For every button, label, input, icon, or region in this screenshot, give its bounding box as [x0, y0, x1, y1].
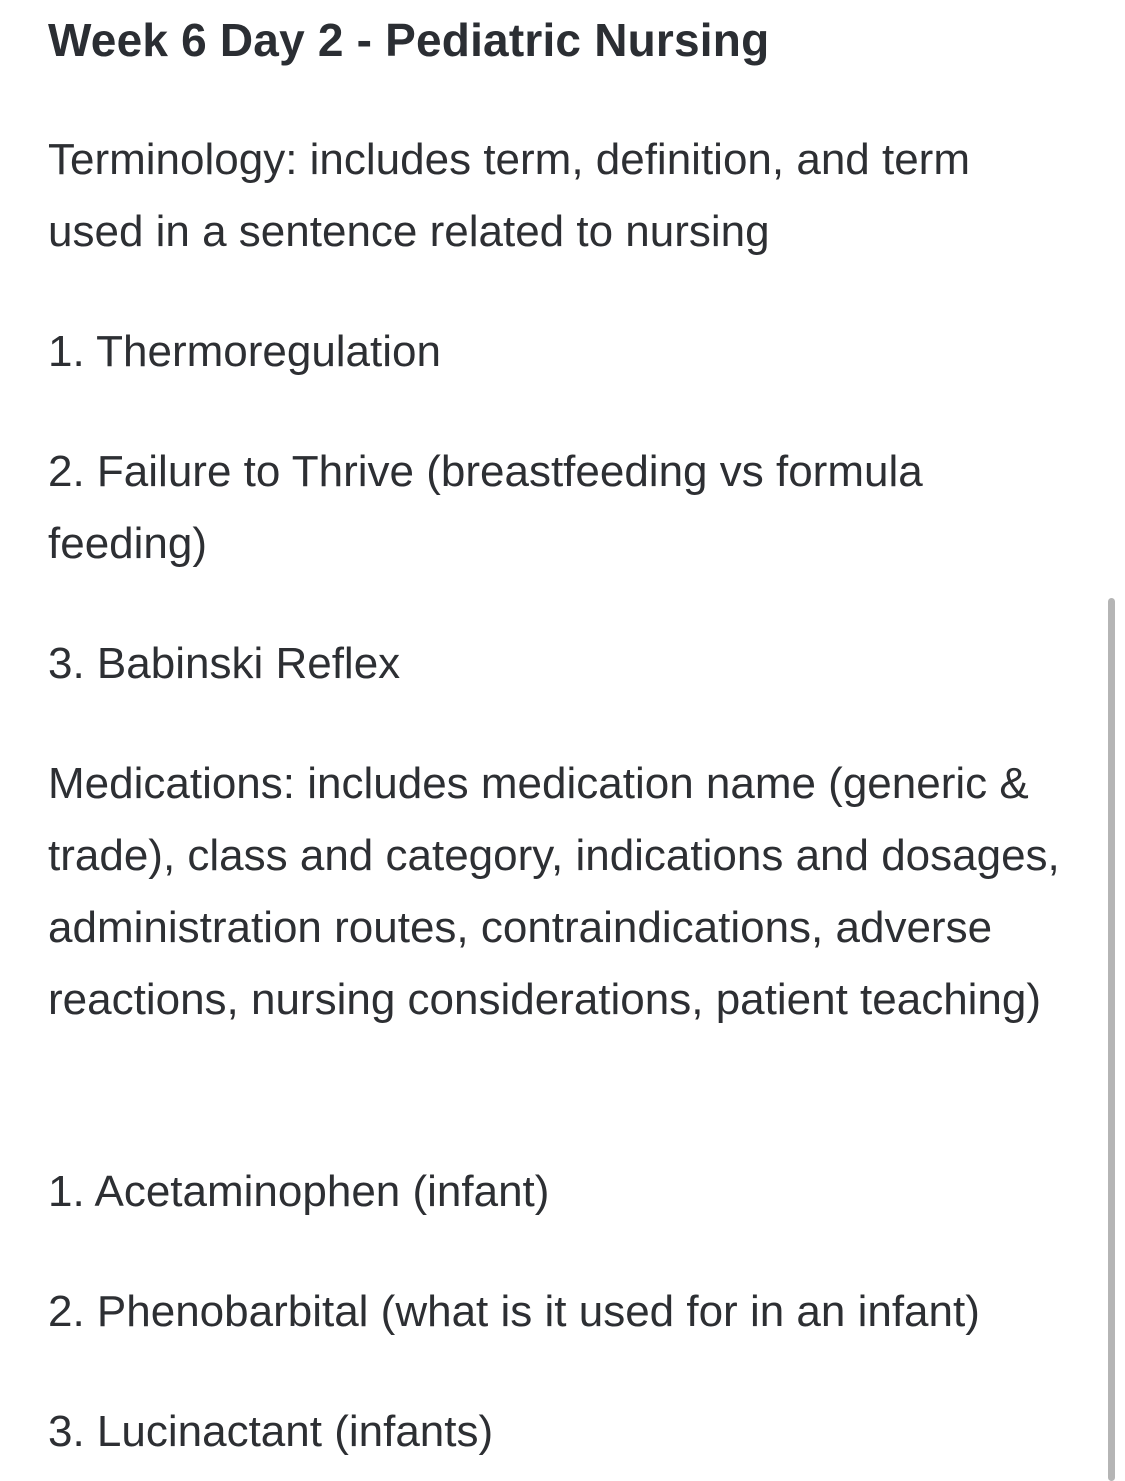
- title-row: [48, 0, 769, 66]
- medication-item: 3. Lucinactant (infants): [48, 1407, 494, 1456]
- terminology-intro: Terminology: includes term, definition, and term used in a sentence related to nursing: [48, 135, 970, 256]
- medications-intro: Medications: includes medication name (generic & trade), class and category, indications and dosages, administration routes, contraindications, adverse reactions, nursing considerations, patient teaching): [48, 759, 1060, 1024]
- medication-item: 2. Phenobarbital (what is it used for in an infant): [48, 1287, 980, 1336]
- page-title: Week 6 Day 2 - Pediatric Nursing: [48, 14, 770, 66]
- terminology-item: 3. Babinski Reflex: [48, 639, 401, 688]
- terminology-item: 1. Thermoregulation: [48, 327, 441, 376]
- terminology-item: 2. Failure to Thrive (breastfeeding vs formula feeding): [48, 447, 923, 568]
- medication-item: 1. Acetaminophen (infant): [48, 1167, 550, 1216]
- vertical-scrollbar[interactable]: [1108, 598, 1115, 1481]
